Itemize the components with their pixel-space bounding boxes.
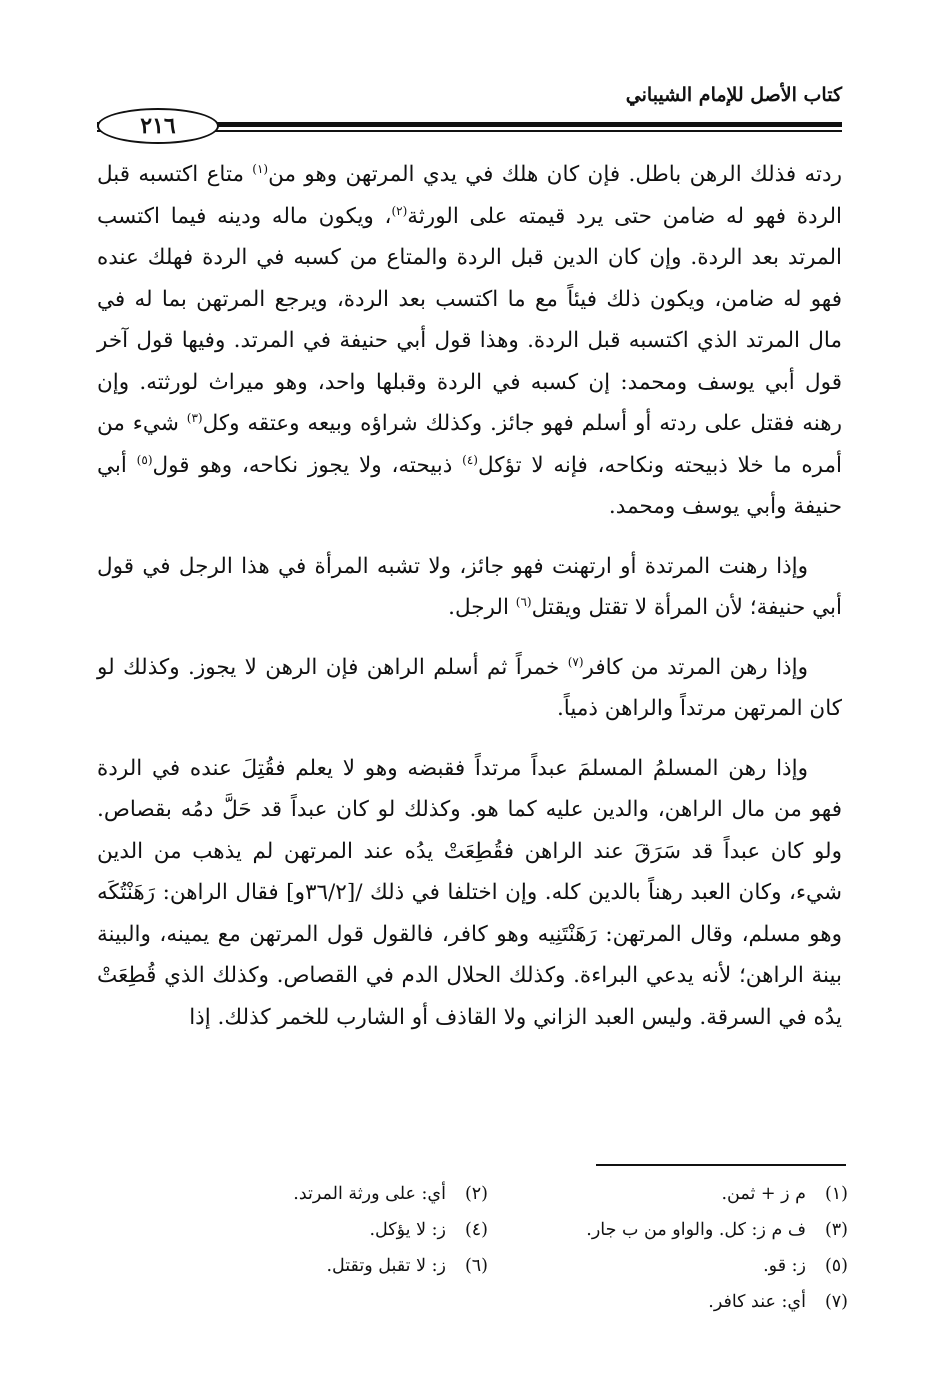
text-run: وإذا رهنت المرتدة أو ارتهنت فهو جائز، ولا تشبه المرأة في هذا الرجل في قول أبي حنيفة؛ لأن المرأة لا تقتل ويقتل bbox=[97, 553, 842, 620]
footnote-number: (٤) bbox=[464, 1220, 488, 1240]
footnote-row bbox=[97, 1284, 848, 1320]
text-run: شيء من أمره ما خلا ذبيحته ونكاحه، فإنه لا تؤكل bbox=[97, 411, 842, 478]
footnote-row bbox=[97, 1248, 848, 1284]
text-run: الرجل. bbox=[448, 595, 516, 620]
page-number-badge bbox=[97, 108, 219, 144]
footnote-text: أي: عند كافر. bbox=[708, 1292, 806, 1312]
paragraph bbox=[97, 647, 842, 730]
footnote-row bbox=[97, 1212, 848, 1248]
footnote-marker: (٣) bbox=[186, 410, 203, 425]
text-run: وإذا رهن المرتد من كافر bbox=[583, 654, 808, 680]
footnote-text: ز: لا يؤكل. bbox=[369, 1220, 446, 1240]
footnote-marker: (٦) bbox=[515, 594, 532, 609]
footnote-text: ف م ز: كل. والواو من ب جار. bbox=[586, 1220, 806, 1240]
footnote-number: (٢) bbox=[464, 1184, 488, 1204]
footnote bbox=[488, 1184, 848, 1204]
text-run: ذبيحته، ولا يجوز نكاحه، وهو قول bbox=[152, 452, 463, 478]
footnote-marker: (٤) bbox=[462, 452, 478, 467]
footnote bbox=[488, 1292, 848, 1312]
footnote bbox=[488, 1220, 848, 1240]
text-run: متاع اكتسبه قبل الردة فهو له ضامن حتى يرد قيمته على الورثة bbox=[97, 162, 842, 229]
text-run: أبي حنيفة وأبي يوسف ومحمد. bbox=[97, 452, 842, 519]
footnote-number: (١) bbox=[824, 1184, 848, 1204]
text-run: ردته فذلك الرهن باطل. فإن كان هلك في يدي المرتهن وهو من bbox=[268, 162, 842, 187]
footnote bbox=[128, 1220, 488, 1240]
footnote-number: (٧) bbox=[824, 1292, 848, 1312]
footnote-text: م ز + ثمن. bbox=[721, 1184, 806, 1204]
footnote-marker: (٧) bbox=[567, 654, 584, 669]
paragraph bbox=[97, 154, 842, 528]
footnote bbox=[128, 1184, 488, 1204]
text-run: ، ويكون ماله ودينه فيما اكتسب المرتد بعد الردة. وإن كان الدين قبل الردة والمتاع من كسبه في الردة فهلك عنده فهو له ضامن، ويكون ذلك فيئاً مع ما اكتسب بعد الردة، ويرجع المرتهن بما له في مال المرتد الذي اكتسبه قبل الردة. وهذا قول أبي حنيفة في المرتد. وفيها قول آخر قول أبي يوسف ومحمد: إن كسبه في الردة وقبلها واحد، وهو ميراث لورثته. وإن رهنه فقتل على ردته أو أسلم فهو جائز. وكذلك شراؤه وبيعه وعتقه وكل bbox=[97, 203, 842, 436]
main-text bbox=[97, 154, 842, 1038]
footnote-number: (٣) bbox=[824, 1220, 848, 1240]
footnote-text: أي: على ورثة المرتد. bbox=[293, 1184, 446, 1204]
footnote-marker: (٥) bbox=[136, 452, 153, 467]
footnote-text: ز: لا تقبل وتقتل. bbox=[326, 1256, 446, 1276]
running-header-title: كتاب الأصل للإمام الشيباني bbox=[625, 84, 842, 106]
text-run: وإذا رهن المسلمُ المسلمَ عبداً مرتداً فقبضه وهو لا يعلم فقُتِلَ عنده في الردة فهو من مال الراهن، والدين عليه كما هو. وكذلك لو كان عبداً قد حَلَّ دمُه بقصاص. ولو كان عبداً قد سَرَقَ عند الراهن فقُطِعَتْ يدُه عند المرتهن لم يذهب من الدين شيء، وكان العبد رهناً بالدين كله. وإن اختلفا في ذلك /[٣٦/٢و] فقال الراهن: رَهَنْتُكَه وهو مسلم، وقال المرتهن: رَهَنْتَنِيه وهو كافر، فالقول قول المرتهن مع يمينه، والبينة بينة الراهن؛ لأنه يدعي البراءة. وكذلك الحلال الدم في القصاص. وكذلك الذي قُطِعَتْ يدُه في السرقة. وليس العبد الزاني ولا القاذف أو الشارب للخمر كذلك. إذا bbox=[97, 755, 842, 1030]
footnote-marker: (١) bbox=[252, 161, 269, 176]
footnotes bbox=[97, 1176, 848, 1320]
text-run: خمراً ثم أسلم الراهن فإن الرهن لا يجوز. وكذلك لو كان المرتهن مرتداً والراهن ذمياً. bbox=[97, 654, 842, 721]
paragraph bbox=[97, 748, 842, 1039]
footnote bbox=[128, 1256, 488, 1276]
footnote-number: (٥) bbox=[824, 1256, 848, 1276]
footnote-separator bbox=[596, 1164, 846, 1166]
footnote-text: ز: قو. bbox=[763, 1256, 806, 1276]
paragraph bbox=[97, 546, 842, 629]
page-number: ٢١٦ bbox=[140, 113, 176, 139]
footnote-number: (٦) bbox=[464, 1256, 488, 1276]
footnote-marker: (٢) bbox=[391, 203, 408, 218]
footnote-row bbox=[97, 1176, 848, 1212]
footnote bbox=[488, 1256, 848, 1276]
